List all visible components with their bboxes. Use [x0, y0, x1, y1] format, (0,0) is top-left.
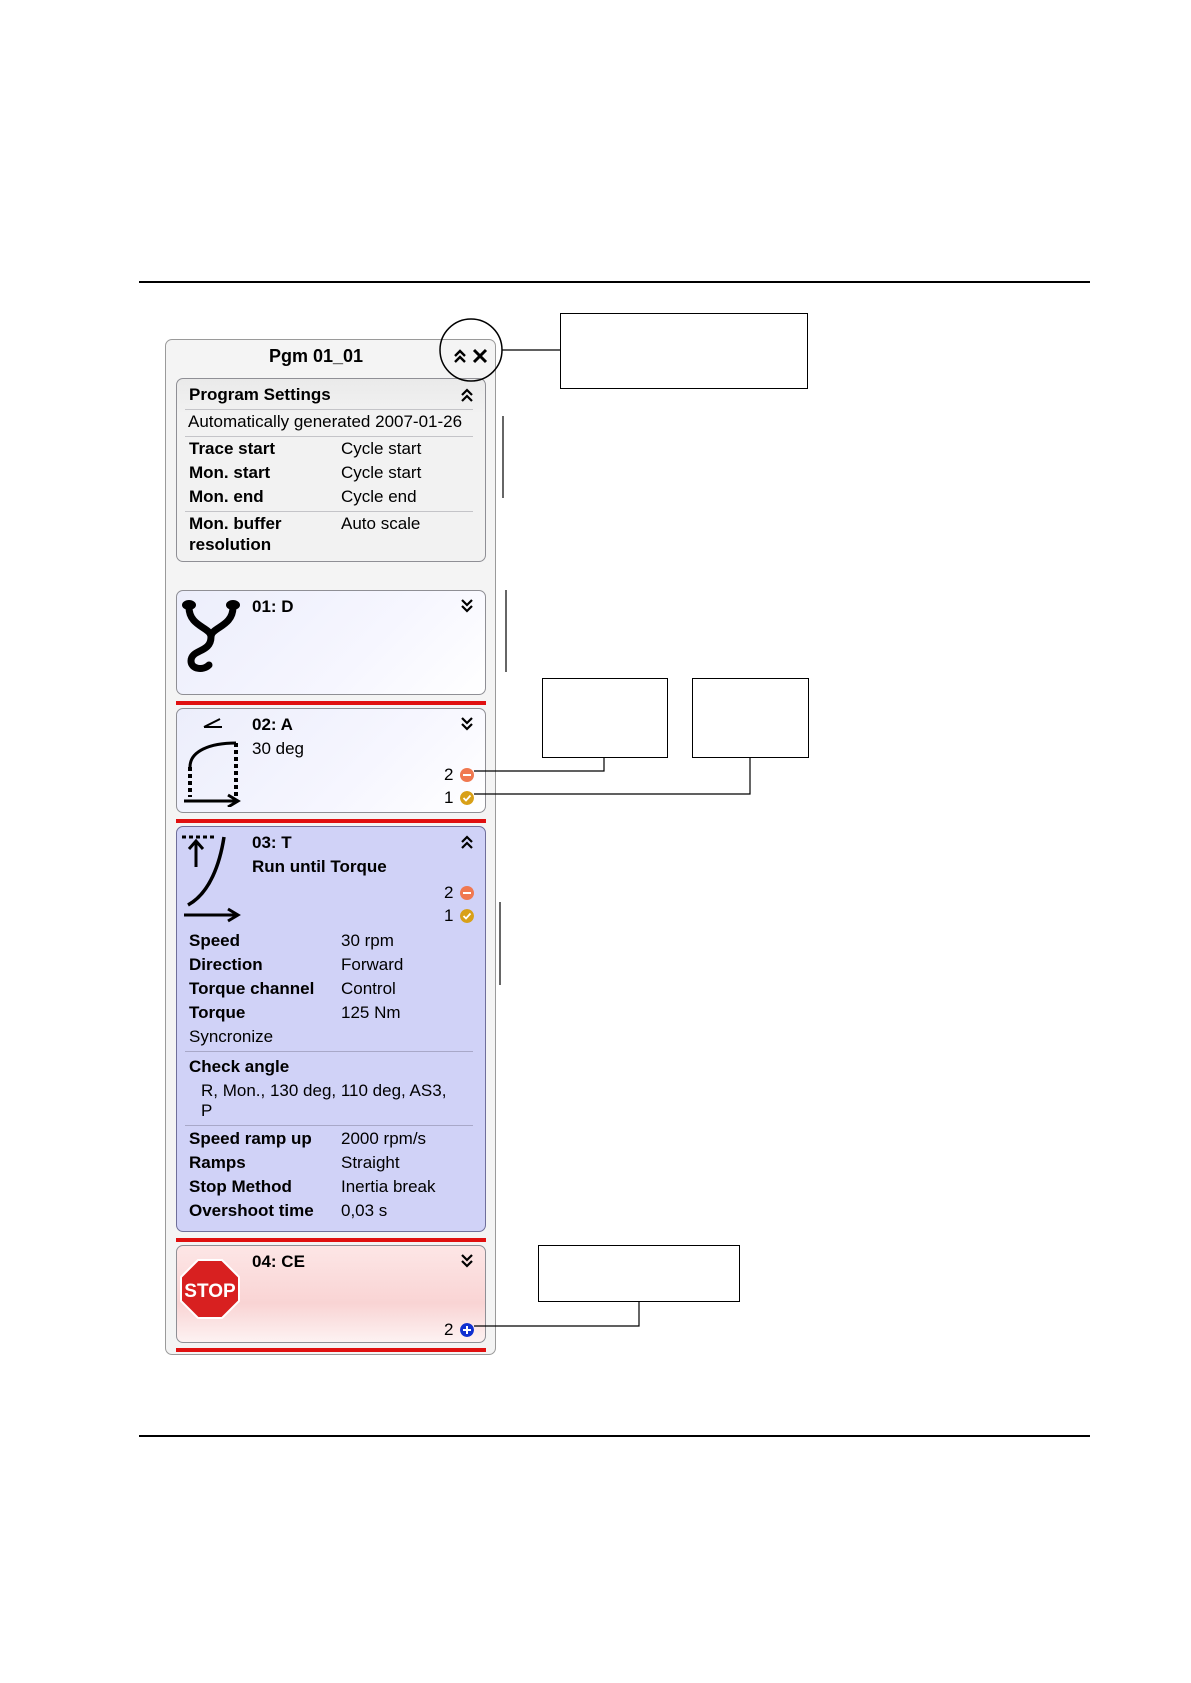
param-label: Stop Method — [189, 1177, 292, 1196]
param-value: 0,03 s — [341, 1201, 388, 1220]
setting-value: Cycle end — [341, 487, 417, 506]
param-label: Speed — [189, 931, 241, 950]
panel-title: Pgm 01_01 — [268, 346, 364, 366]
step-subtitle: 30 deg — [252, 739, 304, 758]
param-value: 2000 rpm/s — [341, 1129, 427, 1148]
check-count: 1 — [444, 788, 454, 807]
plus-count: 2 — [444, 1320, 454, 1339]
setting-label: Mon. start — [189, 463, 271, 482]
param-value: Forward — [341, 955, 404, 974]
check-angle-title: Check angle — [189, 1057, 290, 1076]
param-value: Straight — [341, 1153, 400, 1172]
param-label: Speed ramp up — [189, 1129, 312, 1148]
setting-value: Cycle start — [341, 463, 422, 482]
settings-description: Automatically generated 2007-01-26 — [188, 412, 463, 431]
setting-label: Mon. end — [189, 487, 264, 506]
step-title: 04: CE — [252, 1252, 305, 1271]
step-title: 03: T — [252, 833, 292, 852]
param-value: Control — [341, 979, 396, 998]
param-label: Direction — [189, 955, 263, 974]
setting-label: resolution — [189, 535, 272, 554]
minus-count: 2 — [444, 765, 454, 784]
setting-label: Trace start — [189, 439, 275, 458]
setting-label: Mon. buffer — [189, 514, 282, 533]
check-angle-details: P — [201, 1101, 213, 1120]
param-label: Ramps — [189, 1153, 246, 1172]
setting-value: Auto scale — [341, 514, 421, 533]
setting-value: Cycle start — [341, 439, 422, 458]
param-label: Torque — [189, 1003, 246, 1022]
param-value: 30 rpm — [341, 931, 394, 950]
settings-title: Program Settings — [189, 385, 331, 404]
highlight-circle — [440, 319, 502, 381]
sync-label: Syncronize — [189, 1027, 274, 1046]
step-subtitle: Run until Torque — [252, 857, 387, 876]
param-value: Inertia break — [341, 1177, 436, 1196]
check-angle-details: R, Mon., 130 deg, 110 deg, AS3, — [201, 1081, 447, 1100]
check-count: 1 — [444, 906, 454, 925]
callout-line — [474, 1302, 639, 1326]
param-label: Torque channel — [189, 979, 315, 998]
step-title: 01: D — [252, 597, 294, 616]
param-label: Overshoot time — [189, 1201, 314, 1220]
callout-line — [474, 758, 604, 771]
param-value: 125 Nm — [341, 1003, 401, 1022]
stop-text: STOP — [184, 1281, 236, 1302]
minus-count: 2 — [444, 883, 454, 902]
step-title: 02: A — [252, 715, 293, 734]
callout-line — [474, 758, 750, 794]
